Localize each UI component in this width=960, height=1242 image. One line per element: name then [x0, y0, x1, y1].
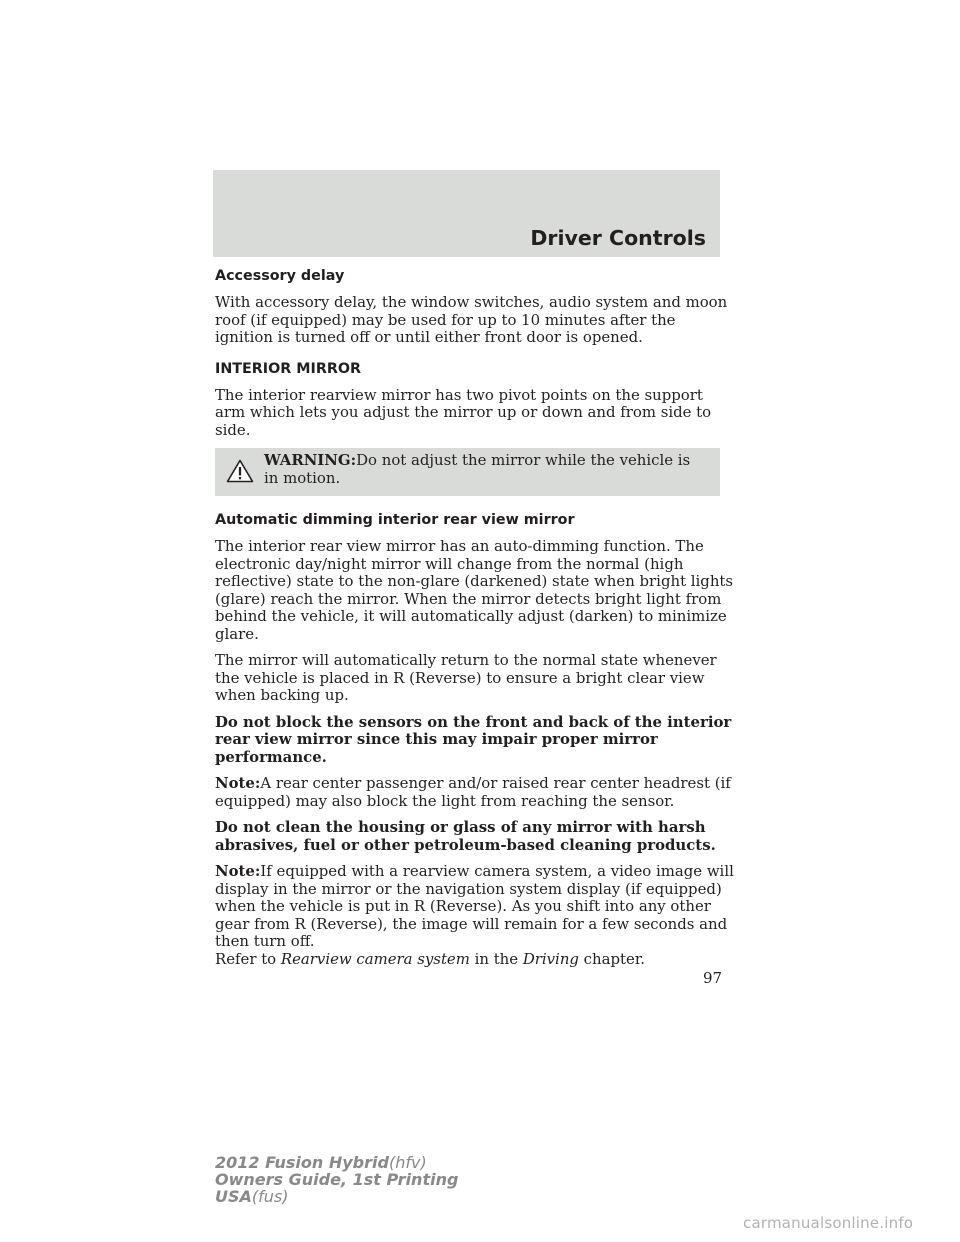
heading-auto-dimming: Automatic dimming interior rear view mirror [215, 512, 575, 528]
refer-chapter: Driving [522, 949, 579, 968]
warning-text [264, 452, 704, 487]
refer-mid: in the [469, 949, 523, 968]
footer-line-1: 2012 Fusion Hybrid(hfv) [215, 1153, 427, 1172]
refer-prefix: Refer to [215, 949, 281, 968]
note-text: If equipped with a rearview camera system, a video image will display in the mirror or the navigation system display (if equipped) when the vehicle is put in R (Reverse). As you shift into any other gear from R (Reverse), the image will remain for a few seconds and then turn off. [215, 862, 734, 950]
paragraph-auto-dimming-1: The interior rear view mirror has an auto-dimming function. The electronic day/night mirror will change from the normal (high reflective) state to the non-glare (darkened) state when bright lights (glare) reach the mirror. When the mirror detects bright light from behind the vehicle, it will automatically adjust (darken) to minimize glare. [215, 537, 734, 643]
watermark: carmanualsonline.info [743, 1214, 914, 1232]
warning-triangle-icon [226, 459, 254, 483]
page-content [215, 268, 735, 977]
chapter-title: Driver Controls [530, 226, 706, 250]
refer-link: Rearview camera system [280, 949, 470, 968]
note-label: Note: [215, 862, 261, 880]
note-camera [215, 863, 735, 968]
warning-label: WARNING: [264, 451, 357, 469]
paragraph-auto-dimming-2: The mirror will automatically return to the normal state whenever the vehicle is placed in R (Reverse) to ensure a bright clear view when backing up. [215, 651, 717, 704]
footer-line-3: USA(fus) [215, 1187, 289, 1206]
page-number: 97 [703, 969, 723, 987]
bold-caution-sensors: Do not block the sensors on the front and back of the interior rear view mirror since this may impair proper mirror performance. [215, 712, 732, 766]
heading-accessory-delay: Accessory delay [215, 268, 345, 284]
note-text: A rear center passenger and/or raised rear center headrest (if equipped) may also block the light from reaching the sensor. [215, 774, 731, 810]
footer-line-2: Owners Guide, 1st Printing [215, 1170, 459, 1189]
paragraph-accessory-delay: With accessory delay, the window switches, audio system and moon roof (if equipped) may be used for up to 10 minutes after the ignition is turned off or until either front door is opened. [215, 293, 728, 346]
footer-imprint [215, 1154, 458, 1205]
heading-interior-mirror: INTERIOR MIRROR [215, 360, 361, 377]
note-label: Note: [215, 774, 261, 792]
paragraph-interior-mirror: The interior rearview mirror has two pivot points on the support arm which lets you adjust the mirror up or down and from side to side. [215, 385, 712, 439]
chapter-header-band [213, 170, 720, 257]
refer-suffix: chapter. [578, 949, 646, 968]
warning-box [215, 448, 720, 496]
bold-caution-cleaning: Do not clean the housing or glass of any mirror with harsh abrasives, fuel or other petroleum-based cleaning products. [215, 818, 716, 854]
note-headrest [215, 775, 735, 810]
warning-message: Do not adjust the mirror while the vehicle is in motion. [264, 451, 691, 487]
